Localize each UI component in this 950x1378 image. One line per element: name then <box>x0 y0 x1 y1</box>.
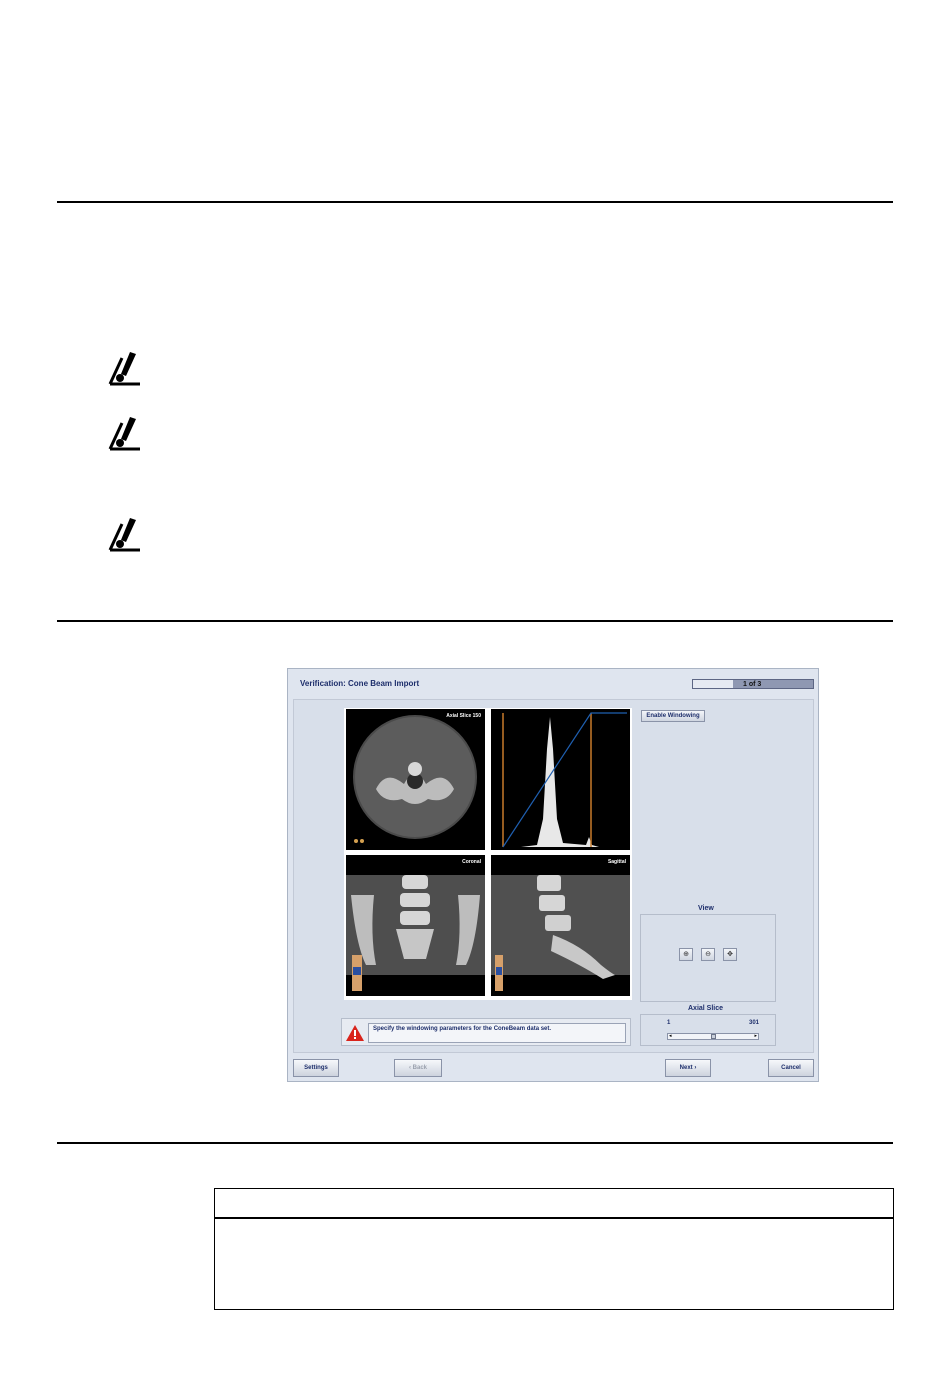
window-curve <box>503 713 627 847</box>
next-button-label: Next <box>679 1065 693 1071</box>
sagittal-ct-image <box>491 855 630 996</box>
windowing-histogram <box>491 709 630 850</box>
message-text: Specify the windowing parameters for the ConeBeam data set. <box>368 1023 626 1043</box>
axial-viewport[interactable] <box>346 709 485 850</box>
step-progress-fill <box>693 680 733 688</box>
slice-max-label: 301 <box>749 1020 760 1026</box>
zoom-out-icon[interactable]: ⊖ <box>701 948 715 961</box>
note-icon <box>104 415 144 455</box>
back-arrow-icon: ‹ <box>408 1065 413 1071</box>
table-header-row <box>215 1189 893 1219</box>
step-progress-label: 1 of 3 <box>743 681 762 688</box>
slider-right-arrow-icon[interactable]: ▸ <box>754 1033 757 1039</box>
slider-thumb[interactable] <box>711 1034 716 1039</box>
cancel-button[interactable]: Cancel <box>768 1059 814 1077</box>
coronal-viewport[interactable] <box>346 855 485 996</box>
step-progress <box>692 679 814 689</box>
section-rule-bottom <box>57 1142 893 1144</box>
axial-slice-slider[interactable] <box>667 1033 759 1040</box>
view-group-label: View <box>698 905 714 912</box>
axial-viewport-label: Axial Slice 150 <box>446 713 481 719</box>
section-rule-middle <box>57 620 893 622</box>
histogram-viewport[interactable] <box>491 709 630 850</box>
sagittal-viewport-label: Sagittal <box>607 859 626 865</box>
pan-icon[interactable]: ✥ <box>723 948 737 961</box>
section-rule-top <box>57 201 893 203</box>
coronal-viewport-label: Coronal <box>462 859 481 865</box>
content-panel <box>293 699 814 1053</box>
settings-button[interactable]: Settings <box>293 1059 339 1077</box>
zoom-in-icon[interactable]: ⊕ <box>679 948 693 961</box>
coronal-ct-image <box>346 855 485 996</box>
sagittal-viewport[interactable] <box>491 855 630 996</box>
cone-beam-import-window <box>287 668 819 1082</box>
window-title: Verification: Cone Beam Import <box>300 679 420 688</box>
next-button[interactable] <box>665 1059 711 1077</box>
enable-windowing-button[interactable]: Enable Windowing <box>641 710 705 722</box>
message-area <box>341 1018 631 1046</box>
axial-slice-group-label: Axial Slice <box>688 1005 724 1012</box>
axial-ct-image <box>346 709 485 850</box>
slice-min-label: 1 <box>667 1020 671 1026</box>
back-button-label: Back <box>412 1065 427 1071</box>
note-icon <box>104 350 144 390</box>
next-arrow-icon: › <box>692 1065 697 1071</box>
table-frame <box>214 1188 894 1310</box>
axial-slice-group <box>640 1014 776 1046</box>
back-button[interactable] <box>394 1059 442 1077</box>
slider-left-arrow-icon[interactable]: ◂ <box>669 1033 672 1039</box>
warning-icon <box>345 1024 365 1042</box>
viewport-grid <box>344 708 632 1000</box>
note-icon <box>104 516 144 556</box>
